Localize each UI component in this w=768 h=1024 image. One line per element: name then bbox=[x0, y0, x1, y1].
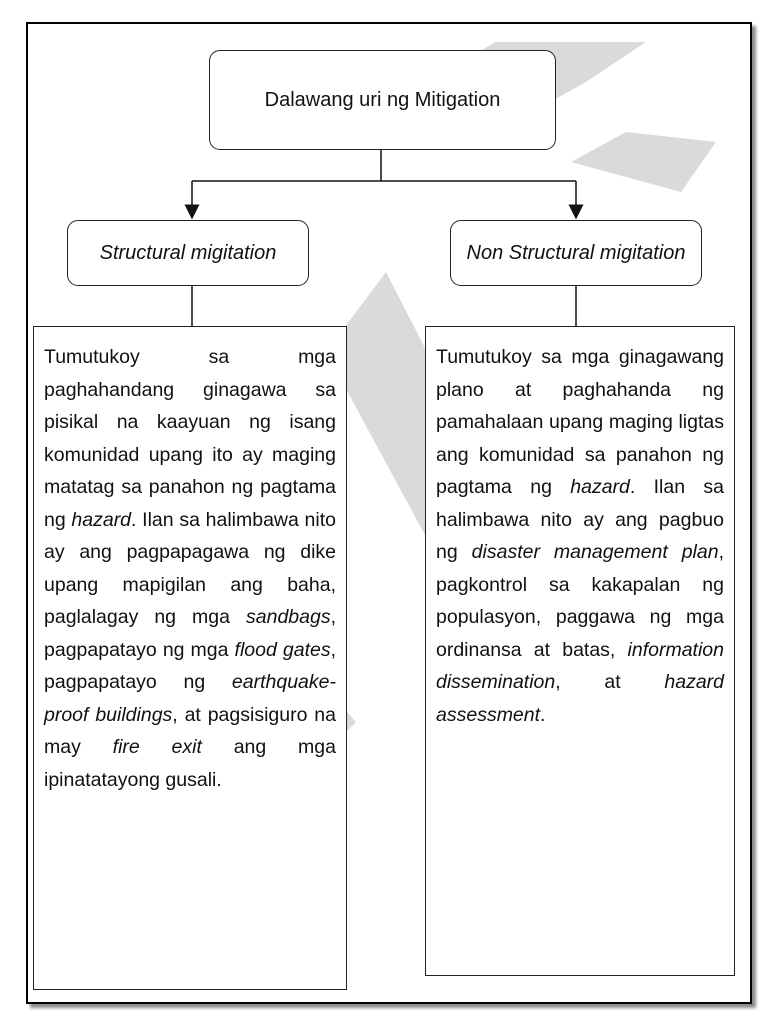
description-text: . Ilan sa halimbawa nito ay ang pagbuo ng bbox=[436, 476, 724, 563]
italic-term: sandbags bbox=[246, 606, 331, 628]
structural-heading-box bbox=[67, 220, 309, 286]
description-text: Tumutukoy sa mga paghahandang ginagawa sa pisikal na kaayuan ng isang komunidad upang ito ay maging matatag sa panahon ng pagtama ng bbox=[44, 346, 336, 531]
description-text: . Ilan sa halimbawa nito ay ang pagpapagawa ng dike upang mapigilan ang baha, paglalagay ng mga bbox=[44, 508, 336, 628]
description-text: . bbox=[540, 703, 546, 726]
description-text: , pagpapatayo ng mga bbox=[44, 606, 336, 661]
non-structural-description bbox=[425, 326, 735, 976]
italic-term: disaster management plan bbox=[471, 541, 719, 563]
description-text: , pagpapatayo ng bbox=[44, 638, 337, 693]
title-box bbox=[209, 50, 556, 150]
structural-description bbox=[33, 326, 347, 990]
italic-term: information dissemination bbox=[436, 638, 724, 693]
description-text: , at bbox=[555, 671, 665, 693]
italic-term: hazard assessment bbox=[436, 671, 724, 726]
non-structural-heading: Non Structural migitation bbox=[466, 241, 686, 264]
description-text: , pagkontrol sa kakapalan ng populasyon, paggawa ng mga ordinansa at batas, bbox=[436, 541, 724, 661]
italic-term: earthquake-proof buildings bbox=[44, 671, 336, 726]
italic-term: hazard bbox=[570, 476, 630, 498]
description-text: , at pagsisiguro na may bbox=[44, 703, 336, 758]
description-text: ang mga ipinatatayong gusali. bbox=[44, 736, 336, 791]
italic-term: fire exit bbox=[112, 736, 202, 758]
non-structural-heading-box bbox=[450, 220, 702, 286]
italic-term: hazard bbox=[71, 508, 132, 531]
italic-term: flood gates bbox=[234, 638, 331, 661]
structural-heading: Structural migitation bbox=[99, 241, 277, 264]
description-text: Tumutukoy sa mga ginagawang plano at paghahanda ng pamahalaan upang maging ligtas ang komunidad sa panahon ng pagtama ng bbox=[436, 346, 724, 498]
title-text: Dalawang uri ng Mitigation bbox=[264, 88, 501, 111]
